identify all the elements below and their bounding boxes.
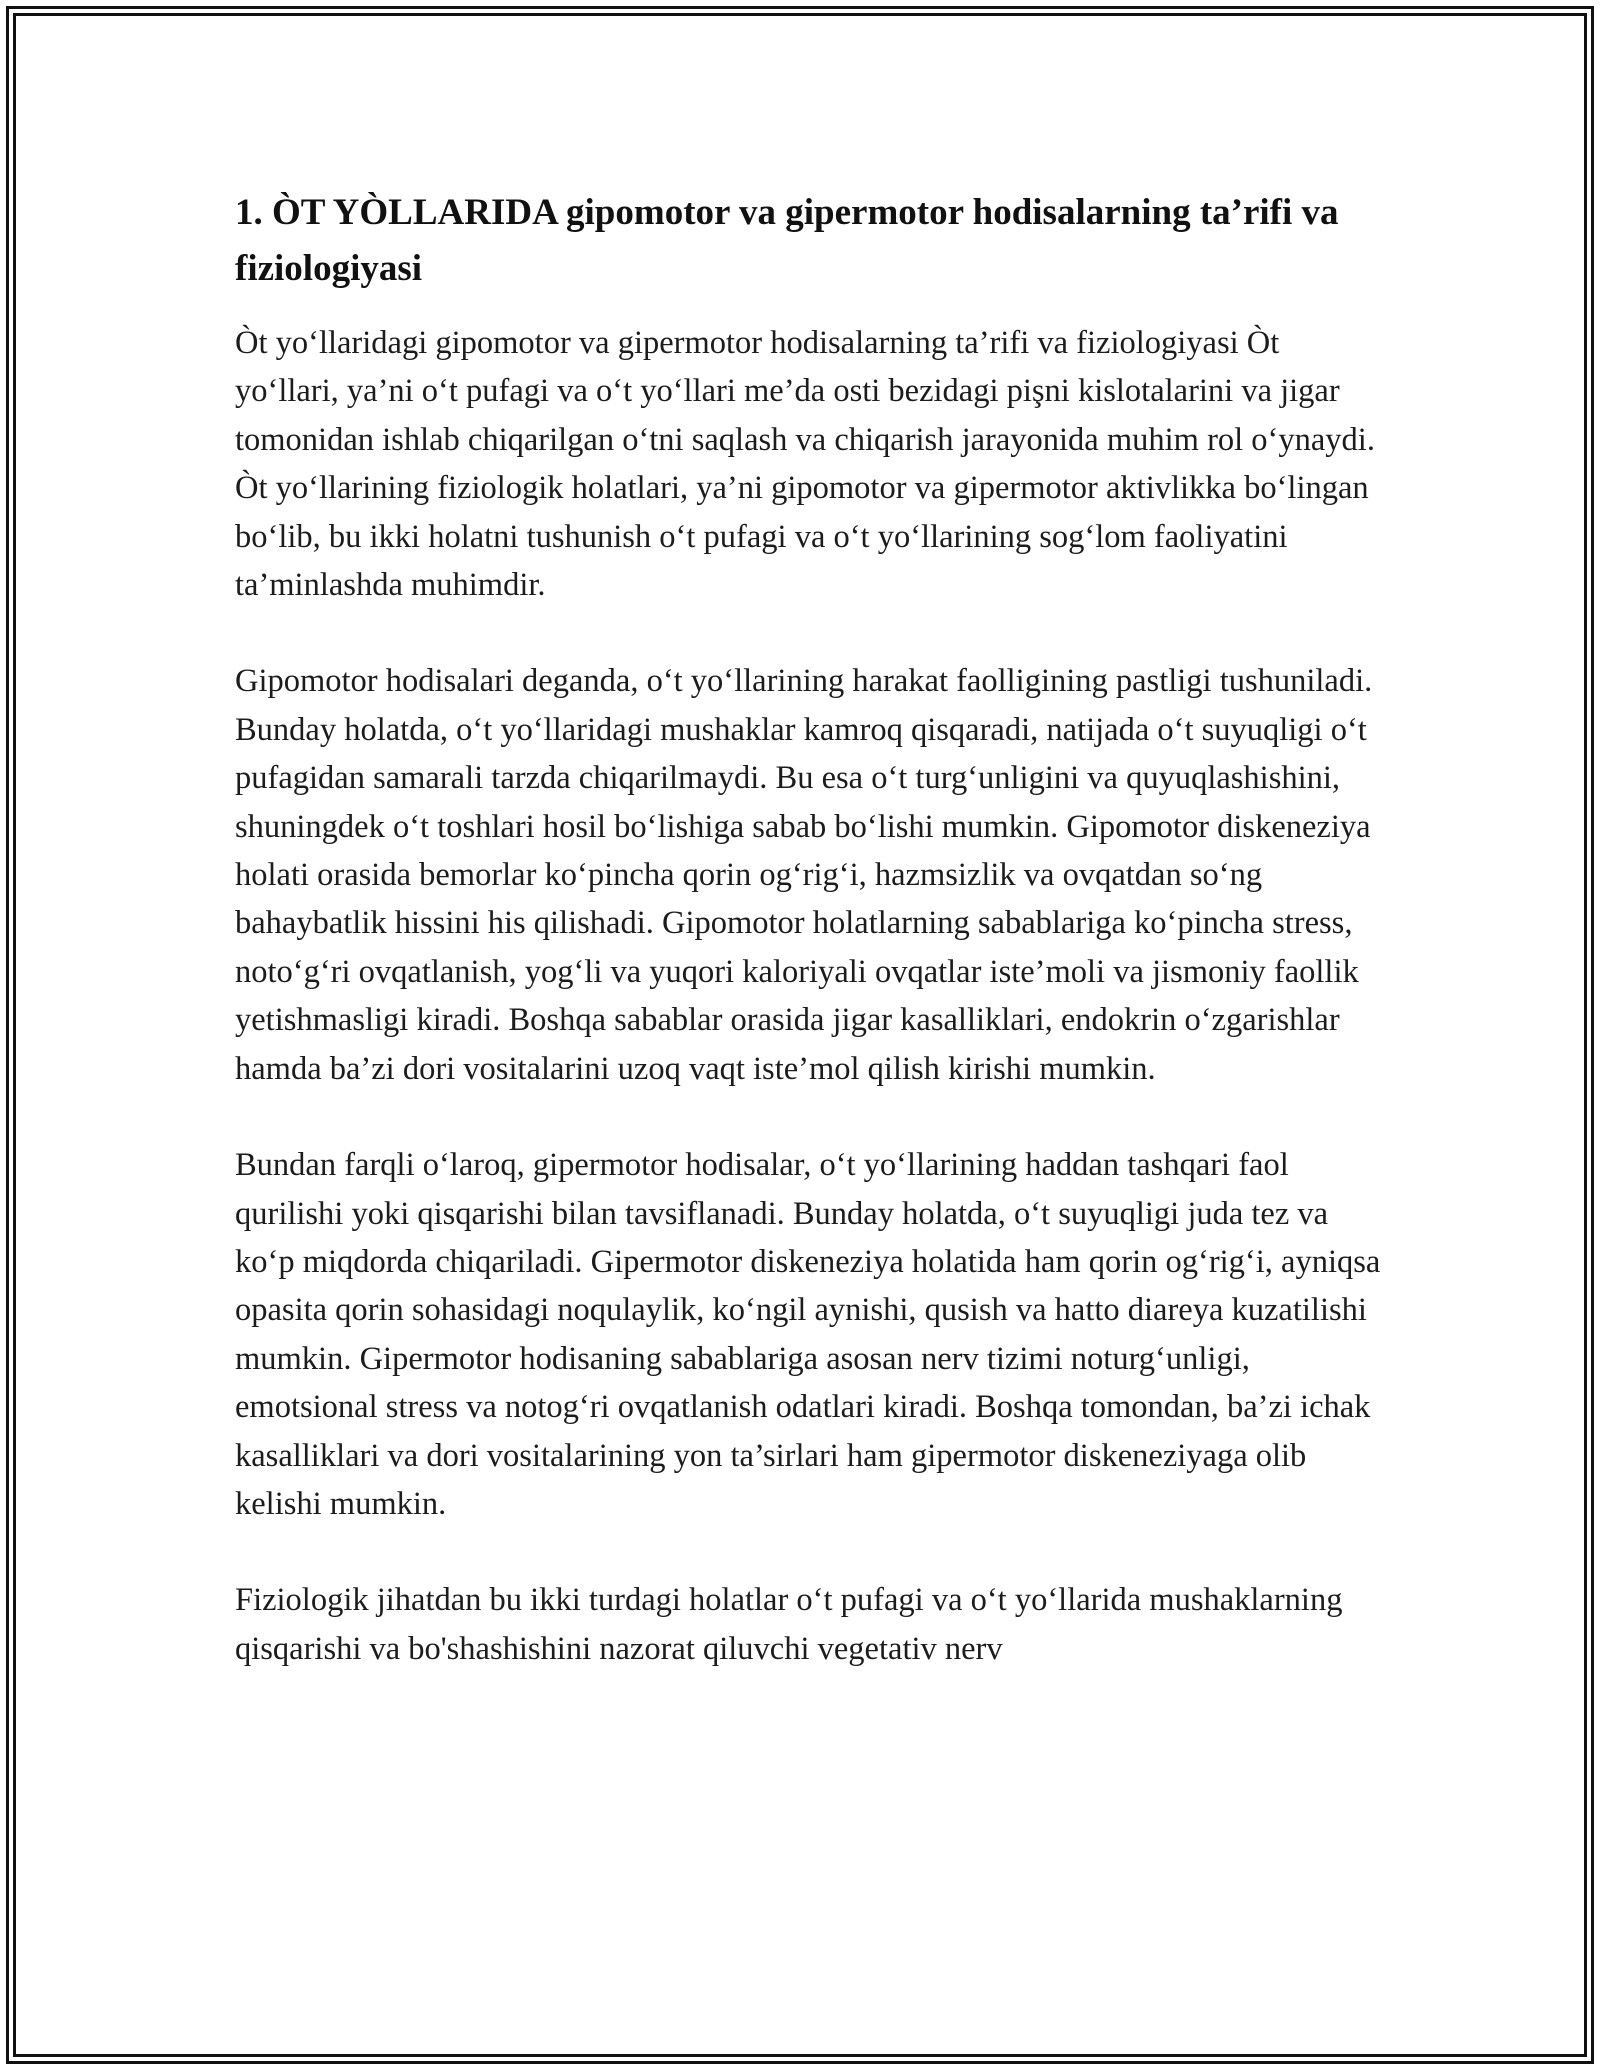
section-heading: 1. ÒT YÒLLARIDA gipomotor va gipermotor hodisalarning ta’rifi va fiziologiyasi	[235, 192, 1339, 289]
paragraph-physiology: Fiziologik jihatdan bu ikki turdagi holatlar o‘t pufagi va o‘t yo‘llarida mushaklarning qisqarishi va bo'shashishini nazorat qiluvchi vegetativ nerv	[235, 1582, 1343, 1667]
paragraph-intro: Òt yo‘llaridagi gipomotor va gipermotor hodisalarning ta’rifi va fiziologiyasi Òt yo‘llari, ya’ni o‘t pufagi va o‘t yo‘llari me’da osti bezidagi pişni kislotalarini va jigar tomonidan ishlab chiqarilgan o‘tni saqlash va chiqarish jarayonida muhim rol o‘ynaydi. Òt yo‘llarining fiziologik holatlari, ya’ni gipomotor va gipermotor aktivlikka bo‘lingan bo‘lib, bu ikki holatni tushunish o‘t pufagi va o‘t yo‘llarining sog‘lom faoliyatini ta’minlashda muhimdir.	[235, 325, 1375, 604]
document-body	[235, 185, 1385, 1721]
paragraph-hypomotor: Gipomotor hodisalari deganda, o‘t yo‘llarining harakat faolligining pastligi tushuniladi. Bunday holatda, o‘t yo‘llaridagi mushaklar kamroq qisqaradi, natijada o‘t suyuqligi o‘t pufagidan samarali tarzda chiqarilmaydi. Bu esa o‘t turg‘unligini va quyuqlashishini, shuningdek o‘t toshlari hosil bo‘lishiga sabab bo‘lishi mumkin. Gipomotor diskeneziya holati orasida bemorlar ko‘pincha qorin og‘rig‘i, hazmsizlik va ovqatdan so‘ng bahaybatlik hissini his qilishadi. Gipomotor holatlarning sabablariga ko‘pincha stress, noto‘g‘ri ovqatlanish, yog‘li va yuqori kaloriyali ovqatlar iste’moli va jismoniy faollik yetishmasligi kiradi. Boshqa sabablar orasida jigar kasalliklari, endokrin o‘zgarishlar hamda ba’zi dori vositalarini uzoq vaqt iste’mol qilish kirishi mumkin.	[235, 663, 1373, 1087]
paragraph-hypermotor: Bundan farqli o‘laroq, gipermotor hodisalar, o‘t yo‘llarining haddan tashqari faol qurilishi yoki qisqarishi bilan tavsiflanadi. Bunday holatda, o‘t suyuqligi juda tez va ko‘p miqdorda chiqariladi. Gipermotor diskeneziya holatida ham qorin og‘rig‘i, ayniqsa opasita qorin sohasidagi noqulaylik, ko‘ngil aynishi, qusish va hatto diareya kuzatilishi mumkin. Gipermotor hodisaning sabablariga asosan nerv tizimi noturg‘unligi, emotsional stress va notog‘ri ovqatlanish odatlari kiradi. Boshqa tomondan, ba’zi ichak kasalliklari va dori vositalarining yon ta’sirlari ham gipermotor diskeneziyaga olib kelishi mumkin.	[235, 1147, 1381, 1522]
